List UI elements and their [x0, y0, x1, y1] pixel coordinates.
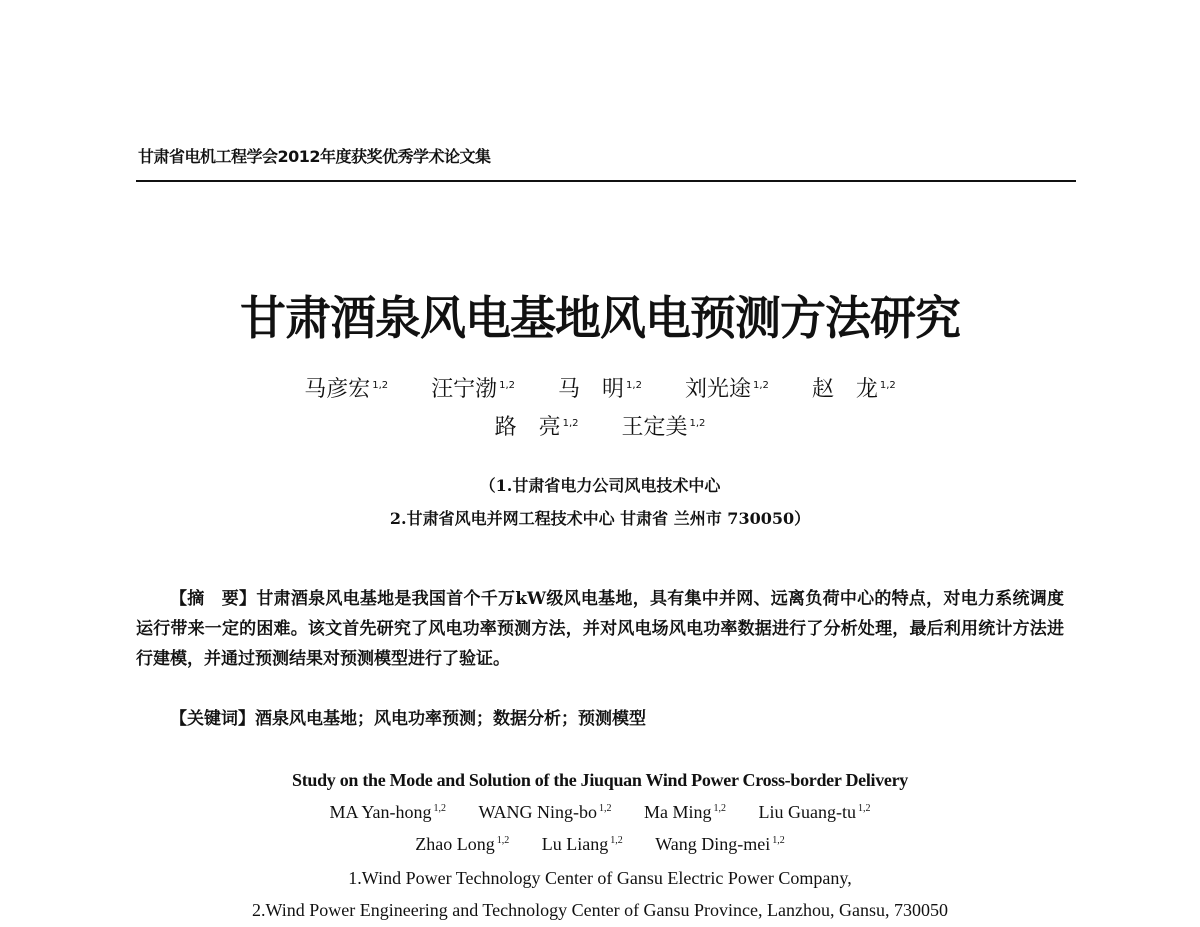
authors-cn-row2	[0, 410, 1200, 441]
author-en: Wang Ding-mei $^{1,2}$	[655, 834, 785, 854]
author-en: Liu Guang-tu $^{1,2}$	[758, 802, 871, 822]
keywords-label: 【关键词】	[170, 709, 255, 729]
affiliation-en-1: 1.Wind Power Technology Center of Gansu Electric Power Company,	[348, 868, 852, 888]
author-cn: 马 明 $^{1,2}$	[558, 377, 642, 402]
authors-en-row1	[0, 802, 1200, 823]
english-title: Study on the Mode and Solution of the Jiuquan Wind Power Cross-border Delivery	[291, 770, 909, 790]
author-en: MA Yan-hong $^{1,2}$	[329, 802, 447, 822]
author-cn: 路 亮 $^{1,2}$	[494, 415, 579, 440]
abstract-text: 甘肃酒泉风电基地是我国首个千万kW级风电基地，具有集中并网、远离负荷中心的特点，对电力系统调度运行带来一定的困难。该文首先研究了风电功率预测方法，并对风电场风电功率数据进行了分析处理，最后利用统计方法进行建模，并通过预测结果对预测模型进行了验证。	[136, 589, 1064, 669]
keywords	[136, 704, 1064, 734]
author-en: Lu Liang $^{1,2}$	[541, 834, 623, 854]
abstract-label: 【摘 要】	[170, 589, 257, 609]
authors-en-row2	[0, 834, 1200, 855]
author-cn: 马彦宏 $^{1,2}$	[304, 377, 389, 402]
affiliation-cn-2: 2.甘肃省风电并网工程技术中心 甘肃省 兰州市 730050）	[389, 509, 811, 528]
authors-cn-row1	[0, 372, 1200, 403]
author-cn: 刘光途 $^{1,2}$	[684, 377, 769, 402]
header-rule	[136, 180, 1076, 182]
abstract	[136, 584, 1064, 674]
author-en: WANG Ning-bo $^{1,2}$	[478, 802, 612, 822]
keywords-text: 酒泉风电基地；风电功率预测；数据分析；预测模型	[255, 709, 646, 729]
affiliation-cn-1: （1.甘肃省电力公司风电技术中心	[479, 476, 721, 495]
paper-title: 甘肃酒泉风电基地风电预测方法研究	[240, 291, 960, 345]
author-cn: 汪宁渤 $^{1,2}$	[431, 377, 516, 402]
author-en: Ma Ming $^{1,2}$	[644, 802, 727, 822]
proceedings-header: 甘肃省电机工程学会2012年度获奖优秀学术论文集	[138, 147, 491, 166]
author-en: Zhao Long $^{1,2}$	[415, 834, 510, 854]
affiliation-en-2: 2.Wind Power Engineering and Technology Center of Gansu Province, Lanzhou, Gansu, 730050	[251, 900, 949, 920]
author-cn: 王定美 $^{1,2}$	[621, 415, 706, 440]
author-cn: 赵 龙 $^{1,2}$	[811, 377, 896, 402]
